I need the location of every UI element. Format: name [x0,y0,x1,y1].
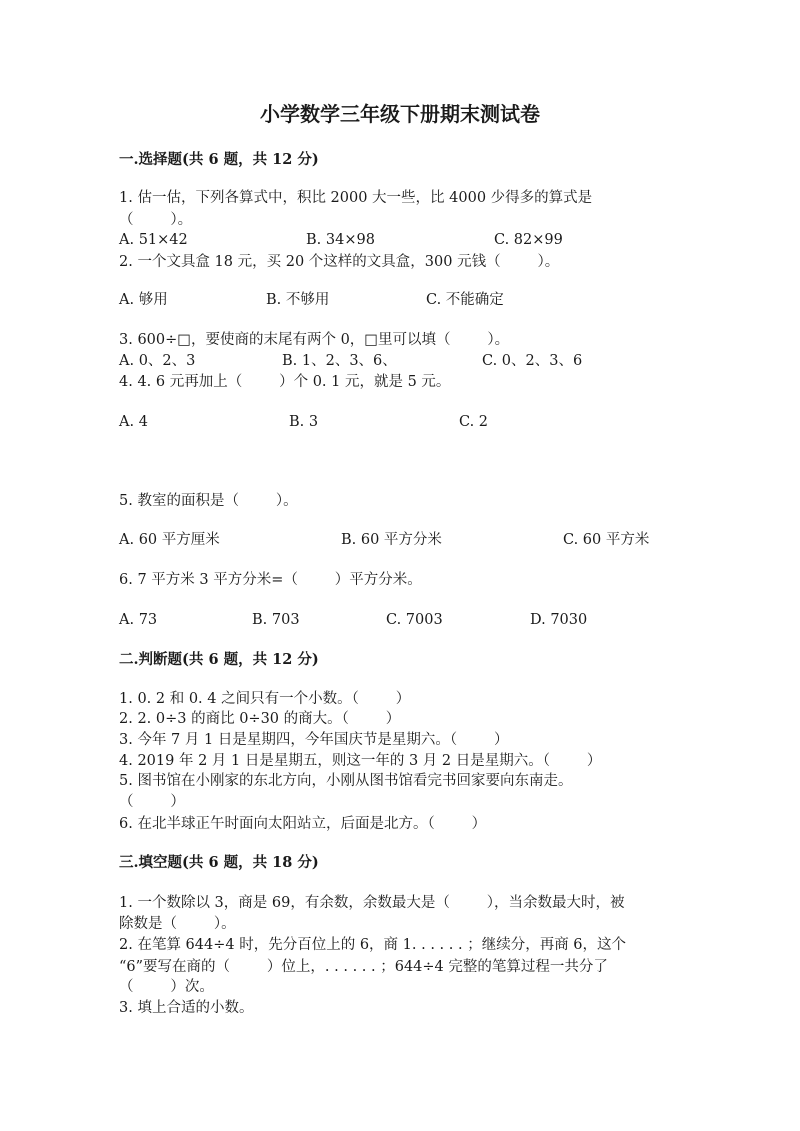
question-2-option-a: A. 够用 [119,292,168,308]
question-1-option-b: B. 34×98 [306,232,375,248]
question-2-option-c: C. 不能确定 [426,292,504,308]
judgment-item-5-blank: （ ） [119,794,185,810]
question-4-text: 4. 4. 6 元再加上（ ）个 0. 1 元，就是 5 元。 [119,374,451,390]
question-6-option-a: A. 73 [119,612,158,628]
page-title: 小学数学三年级下册期末测试卷 [260,102,540,126]
section-heading-fill-in: 三.填空题(共 6 题，共 18 分) [119,854,319,871]
question-2-option-b: B. 不够用 [266,292,330,308]
question-5-option-b: B. 60 平方分米 [341,532,442,548]
question-6-option-d: D. 7030 [530,612,588,628]
question-6-option-b: B. 703 [252,612,300,628]
question-1-option-a: A. 51×42 [119,232,188,248]
question-2-text: 2. 一个文具盒 18 元，买 20 个这样的文具盒，300 元钱（ ）。 [119,254,560,270]
section-heading-judgment: 二.判断题(共 6 题，共 12 分) [119,651,319,668]
question-1-text: 1. 估一估，下列各算式中，积比 2000 大一些，比 4000 少得多的算式是 [119,190,593,206]
question-5-option-c: C. 60 平方米 [563,532,650,548]
question-1-option-c: C. 82×99 [494,232,563,248]
judgment-item-5: 5. 图书馆在小刚家的东北方向，小刚从图书馆看完书回家要向东南走。 [119,773,573,789]
question-4-option-c: C. 2 [459,414,489,430]
fill-item-1-line-1: 1. 一个数除以 3，商是 69，有余数，余数最大是（ ），当余数最大时，被 [119,895,625,911]
question-3-option-b: B. 1、2、3、6、 [282,353,397,369]
judgment-item-4: 4. 2019 年 2 月 1 日是星期五，则这一年的 3 月 2 日是星期六。（ ） [119,753,602,769]
fill-item-2-line-3: （ ）次。 [119,979,214,995]
question-3-text: 3. 600÷□，要使商的末尾有两个 0，□里可以填（ ）。 [119,332,510,348]
judgment-item-2: 2. 2. 0÷3 的商比 0÷30 的商大。（ ） [119,711,401,727]
question-6-option-c: C. 7003 [386,612,443,628]
judgment-item-3: 3. 今年 7 月 1 日是星期四，今年国庆节是星期六。（ ） [119,732,509,748]
question-5-option-a: A. 60 平方厘米 [119,532,220,548]
fill-item-1-line-2: 除数是（ ）。 [119,916,236,932]
judgment-item-6: 6. 在北半球正午时面向太阳站立，后面是北方。（ ） [119,816,487,832]
question-3-option-a: A. 0、2、3 [119,353,196,369]
question-4-option-a: A. 4 [119,414,148,430]
question-5-text: 5. 教室的面积是（ ）。 [119,493,298,509]
section-heading-choice: 一.选择题(共 6 题，共 12 分) [119,151,319,168]
fill-item-3: 3. 填上合适的小数。 [119,1000,254,1016]
fill-item-2-line-1: 2. 在笔算 644÷4 时，先分百位上的 6，商 1. . . . . . ；继续分，再商 6，这个 [119,937,627,953]
fill-item-2-line-2: “6”要写在商的（ ）位上，. . . . . . ；644÷4 完整的笔算过程一共分了 [119,959,608,975]
question-3-option-c: C. 0、2、3、6 [482,353,583,369]
question-1-blank: （ ）。 [119,212,193,228]
question-6-text: 6. 7 平方米 3 平方分米=（ ）平方分米。 [119,572,422,588]
question-4-option-b: B. 3 [289,414,319,430]
judgment-item-1: 1. 0. 2 和 0. 4 之间只有一个小数。（ ） [119,691,411,707]
